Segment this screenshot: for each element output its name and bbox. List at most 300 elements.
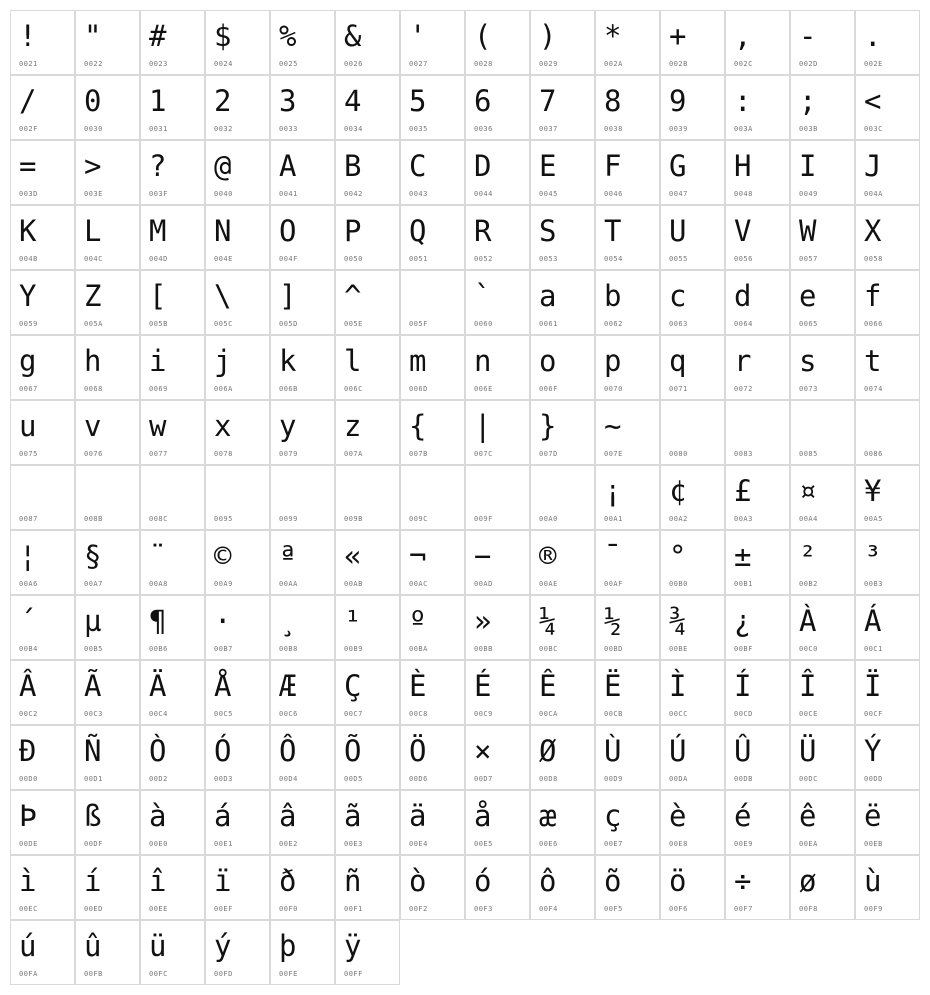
glyph-code: 00A2 [669, 515, 688, 523]
glyph-char: ¶ [149, 604, 167, 638]
glyph-code: 00A6 [19, 580, 38, 588]
glyph-cell [855, 530, 920, 595]
glyph-cell [335, 10, 400, 75]
glyph-code: 005C [214, 320, 233, 328]
glyph-code: 0050 [344, 255, 363, 263]
glyph-cell [335, 660, 400, 725]
glyph-code: 00DD [864, 775, 883, 783]
glyph-cell [140, 270, 205, 335]
glyph-char: / [19, 84, 37, 118]
glyph-cell [660, 400, 725, 465]
glyph-char: ½ [604, 604, 622, 638]
glyph-cell [465, 660, 530, 725]
glyph-code: 0062 [604, 320, 623, 328]
glyph-code: 0087 [19, 515, 38, 523]
glyph-cell [335, 335, 400, 400]
glyph-char: ¹ [344, 604, 362, 638]
glyph-char: Ô [279, 734, 297, 768]
glyph-cell [10, 400, 75, 465]
glyph-code: 0046 [604, 190, 623, 198]
glyph-char: « [344, 539, 362, 573]
glyph-cell [400, 10, 465, 75]
glyph-char: + [669, 19, 687, 53]
glyph-cell [10, 140, 75, 205]
glyph-cell [140, 855, 205, 920]
glyph-char: 4 [344, 84, 362, 118]
glyph-char: Ê [539, 669, 557, 703]
glyph-code: 00B2 [799, 580, 818, 588]
glyph-cell [790, 400, 855, 465]
glyph-code: 0067 [19, 385, 38, 393]
glyph-char: Æ [279, 669, 297, 703]
glyph-char: 9 [669, 84, 687, 118]
glyph-cell [725, 530, 790, 595]
glyph-char: ö [669, 864, 687, 898]
glyph-char: d [734, 279, 752, 313]
glyph-cell [725, 140, 790, 205]
glyph-code: 00F9 [864, 905, 883, 913]
glyph-cell [855, 75, 920, 140]
glyph-char: Ï [864, 669, 882, 703]
glyph-char: % [279, 19, 297, 53]
glyph-char: I [799, 149, 817, 183]
glyph-code: 0070 [604, 385, 623, 393]
glyph-char: i [149, 344, 167, 378]
glyph-cell [660, 595, 725, 660]
glyph-code: 00F5 [604, 905, 623, 913]
glyph-cell [465, 10, 530, 75]
glyph-char: µ [84, 604, 102, 638]
glyph-cell [335, 400, 400, 465]
glyph-code: 0031 [149, 125, 168, 133]
glyph-cell [75, 205, 140, 270]
glyph-code: 00C9 [474, 710, 493, 718]
glyph-cell [855, 660, 920, 725]
glyph-code: 0052 [474, 255, 493, 263]
glyph-code: 00F6 [669, 905, 688, 913]
glyph-code: 0045 [539, 190, 558, 198]
glyph-cell [790, 465, 855, 530]
glyph-code: 00A5 [864, 515, 883, 523]
glyph-cell [270, 270, 335, 335]
glyph-code: 0053 [539, 255, 558, 263]
glyph-cell [140, 595, 205, 660]
glyph-char: } [539, 409, 557, 443]
glyph-code: 0077 [149, 450, 168, 458]
glyph-cell [465, 595, 530, 660]
glyph-cell [790, 140, 855, 205]
glyph-code: 00D3 [214, 775, 233, 783]
glyph-cell [725, 400, 790, 465]
glyph-cell [400, 660, 465, 725]
glyph-code: 00E5 [474, 840, 493, 848]
glyph-char: ´ [19, 604, 37, 638]
glyph-cell [530, 530, 595, 595]
glyph-cell [205, 75, 270, 140]
glyph-cell [270, 465, 335, 530]
glyph-code: 00C5 [214, 710, 233, 718]
glyph-char: & [344, 19, 362, 53]
glyph-cell [205, 465, 270, 530]
glyph-code: 00B7 [214, 645, 233, 653]
glyph-cell [855, 790, 920, 855]
glyph-cell [465, 75, 530, 140]
glyph-char: R [474, 214, 492, 248]
glyph-char: r [734, 344, 752, 378]
glyph-cell [75, 790, 140, 855]
glyph-code: 0038 [604, 125, 623, 133]
glyph-code: 0072 [734, 385, 753, 393]
glyph-cell [335, 205, 400, 270]
glyph-char: U [669, 214, 687, 248]
glyph-code: 0057 [799, 255, 818, 263]
glyph-cell [335, 855, 400, 920]
glyph-code: 00B9 [344, 645, 363, 653]
glyph-cell [530, 75, 595, 140]
glyph-char: M [149, 214, 167, 248]
glyph-code: 00CD [734, 710, 753, 718]
glyph-char: Ä [149, 669, 167, 703]
glyph-code: 0029 [539, 60, 558, 68]
glyph-cell [10, 530, 75, 595]
glyph-cell [75, 920, 140, 985]
glyph-char: - [799, 19, 817, 53]
glyph-char: å [474, 799, 492, 833]
glyph-cell [400, 400, 465, 465]
glyph-cell [465, 335, 530, 400]
glyph-cell [660, 75, 725, 140]
glyph-char: ð [279, 864, 297, 898]
glyph-char: j [214, 344, 232, 378]
glyph-code: 0061 [539, 320, 558, 328]
glyph-char: ` [474, 279, 492, 313]
glyph-char: # [149, 19, 167, 53]
glyph-code: 00B0 [669, 580, 688, 588]
glyph-cell [595, 75, 660, 140]
glyph-code: 0041 [279, 190, 298, 198]
glyph-code: 00EB [864, 840, 883, 848]
glyph-cell [270, 920, 335, 985]
glyph-code: 009C [409, 515, 428, 523]
glyph-char: p [604, 344, 622, 378]
glyph-cell [790, 725, 855, 790]
glyph-char: K [19, 214, 37, 248]
glyph-cell [140, 465, 205, 530]
glyph-char: @ [214, 149, 232, 183]
glyph-cell [205, 790, 270, 855]
glyph-char: m [409, 344, 427, 378]
glyph-char: h [84, 344, 102, 378]
glyph-char: Z [84, 279, 102, 313]
glyph-char: ù [864, 864, 882, 898]
glyph-cell [660, 465, 725, 530]
glyph-code: 00DC [799, 775, 818, 783]
glyph-char: ¦ [19, 539, 37, 573]
glyph-cell [790, 660, 855, 725]
glyph-code: 0071 [669, 385, 688, 393]
glyph-code: 00BF [734, 645, 753, 653]
glyph-char: $ [214, 19, 232, 53]
glyph-char: Û [734, 734, 752, 768]
glyph-cell [530, 205, 595, 270]
glyph-code: 0058 [864, 255, 883, 263]
glyph-code: 0049 [799, 190, 818, 198]
glyph-code: 00FE [279, 970, 298, 978]
glyph-code: 008B [84, 515, 103, 523]
glyph-code: 00D0 [19, 775, 38, 783]
glyph-cell [725, 75, 790, 140]
glyph-char: » [474, 604, 492, 638]
glyph-code: 00E3 [344, 840, 363, 848]
glyph-cell [10, 465, 75, 530]
glyph-cell [75, 75, 140, 140]
glyph-char: P [344, 214, 362, 248]
glyph-cell [660, 335, 725, 400]
glyph-code: 00F7 [734, 905, 753, 913]
glyph-cell [75, 10, 140, 75]
glyph-char: Ø [539, 734, 557, 768]
glyph-code: 0083 [734, 450, 753, 458]
glyph-cell [270, 790, 335, 855]
glyph-code: 0073 [799, 385, 818, 393]
glyph-cell [140, 205, 205, 270]
glyph-char: : [734, 84, 752, 118]
glyph-char: ¬ [409, 539, 427, 573]
glyph-char: ) [539, 19, 557, 53]
glyph-char: ¡ [604, 474, 622, 508]
glyph-cell [465, 855, 530, 920]
glyph-char: Ó [214, 734, 232, 768]
glyph-cell [530, 790, 595, 855]
glyph-char: ç [604, 799, 622, 833]
glyph-char: Ë [604, 669, 622, 703]
glyph-code: 0025 [279, 60, 298, 68]
glyph-cell [270, 140, 335, 205]
glyph-char: 3 [279, 84, 297, 118]
glyph-char: , [734, 19, 752, 53]
glyph-char: Ç [344, 669, 362, 703]
glyph-char: ê [799, 799, 817, 833]
glyph-cell [660, 10, 725, 75]
glyph-code: 009B [344, 515, 363, 523]
glyph-code: 00E6 [539, 840, 558, 848]
glyph-char: z [344, 409, 362, 443]
glyph-cell [660, 530, 725, 595]
glyph-char: S [539, 214, 557, 248]
glyph-char: ? [149, 149, 167, 183]
glyph-cell [335, 75, 400, 140]
glyph-cell [400, 725, 465, 790]
glyph-code: 0069 [149, 385, 168, 393]
glyph-cell [790, 855, 855, 920]
glyph-code: 00CE [799, 710, 818, 718]
glyph-cell [465, 530, 530, 595]
glyph-char: ú [19, 929, 37, 963]
glyph-char: 6 [474, 84, 492, 118]
glyph-code: 00AF [604, 580, 623, 588]
glyph-cell [205, 335, 270, 400]
glyph-char: ( [474, 19, 492, 53]
glyph-cell [465, 725, 530, 790]
glyph-char: ³ [864, 539, 882, 573]
glyph-cell [790, 270, 855, 335]
glyph-code: 00ED [84, 905, 103, 913]
glyph-code: 00BC [539, 645, 558, 653]
glyph-char: − [474, 539, 492, 573]
glyph-code: 0039 [669, 125, 688, 133]
glyph-char: a [539, 279, 557, 313]
glyph-cell [725, 725, 790, 790]
glyph-cell [10, 790, 75, 855]
glyph-char: u [19, 409, 37, 443]
glyph-cell [270, 595, 335, 660]
glyph-cell [400, 595, 465, 660]
glyph-char: q [669, 344, 687, 378]
glyph-code: 00D8 [539, 775, 558, 783]
glyph-cell [660, 205, 725, 270]
glyph-char: Õ [344, 734, 362, 768]
glyph-char: b [604, 279, 622, 313]
glyph-char: Y [19, 279, 37, 313]
glyph-cell [270, 10, 335, 75]
glyph-code: 003B [799, 125, 818, 133]
glyph-cell [270, 530, 335, 595]
glyph-char: À [799, 604, 817, 638]
glyph-char: Ì [669, 669, 687, 703]
glyph-code: 00DF [84, 840, 103, 848]
glyph-code: 00E1 [214, 840, 233, 848]
glyph-char: F [604, 149, 622, 183]
glyph-cell [660, 790, 725, 855]
glyph-code: 00C7 [344, 710, 363, 718]
glyph-char: > [84, 149, 102, 183]
glyph-cell [725, 10, 790, 75]
glyph-char: H [734, 149, 752, 183]
glyph-char: ó [474, 864, 492, 898]
glyph-code: 007C [474, 450, 493, 458]
glyph-cell [790, 595, 855, 660]
glyph-code: 005A [84, 320, 103, 328]
glyph-code: 00AC [409, 580, 428, 588]
glyph-char: X [864, 214, 882, 248]
glyph-code: 00F8 [799, 905, 818, 913]
glyph-code: 00D1 [84, 775, 103, 783]
glyph-code: 00DA [669, 775, 688, 783]
glyph-char: W [799, 214, 817, 248]
glyph-code: 006A [214, 385, 233, 393]
glyph-code: 00D5 [344, 775, 363, 783]
glyph-code: 005B [149, 320, 168, 328]
glyph-char: ~ [604, 409, 622, 443]
glyph-code: 00E0 [149, 840, 168, 848]
glyph-code: 0048 [734, 190, 753, 198]
glyph-cell [465, 205, 530, 270]
glyph-code: 00A3 [734, 515, 753, 523]
glyph-cell [660, 140, 725, 205]
glyph-cell [400, 270, 465, 335]
glyph-cell [465, 790, 530, 855]
glyph-cell [335, 140, 400, 205]
glyph-char: § [84, 539, 102, 573]
glyph-code: 00D2 [149, 775, 168, 783]
glyph-code: 0040 [214, 190, 233, 198]
glyph-char: ¢ [669, 474, 687, 508]
glyph-cell [205, 10, 270, 75]
glyph-code: 0035 [409, 125, 428, 133]
glyph-code: 0095 [214, 515, 233, 523]
glyph-cell [855, 270, 920, 335]
glyph-char: © [214, 539, 232, 573]
glyph-char: E [539, 149, 557, 183]
glyph-char: í [84, 864, 102, 898]
glyph-code: 00E4 [409, 840, 428, 848]
glyph-cell [205, 725, 270, 790]
glyph-code: 00C8 [409, 710, 428, 718]
glyph-char: à [149, 799, 167, 833]
glyph-cell [660, 855, 725, 920]
glyph-char: ® [539, 539, 557, 573]
glyph-char: G [669, 149, 687, 183]
glyph-code: 00C6 [279, 710, 298, 718]
glyph-char: n [474, 344, 492, 378]
glyph-code: 00FC [149, 970, 168, 978]
glyph-cell [400, 465, 465, 530]
glyph-code: 00FB [84, 970, 103, 978]
glyph-cell [465, 270, 530, 335]
glyph-code: 004F [279, 255, 298, 263]
glyph-code: 00AE [539, 580, 558, 588]
glyph-cell [270, 205, 335, 270]
glyph-code: 0066 [864, 320, 883, 328]
glyph-char: [ [149, 279, 167, 313]
glyph-cell [530, 140, 595, 205]
glyph-char: Í [734, 669, 752, 703]
glyph-code: 00CC [669, 710, 688, 718]
glyph-cell [855, 595, 920, 660]
glyph-code: 0099 [279, 515, 298, 523]
glyph-cell [205, 530, 270, 595]
glyph-char: ÷ [734, 864, 752, 898]
glyph-cell [75, 855, 140, 920]
glyph-char: Ý [864, 734, 882, 768]
glyph-code: 0076 [84, 450, 103, 458]
glyph-char: ô [539, 864, 557, 898]
glyph-code: 00EA [799, 840, 818, 848]
glyph-char: ÿ [344, 929, 362, 963]
glyph-char: ° [669, 539, 687, 573]
glyph-code: 006B [279, 385, 298, 393]
glyph-cell [400, 530, 465, 595]
glyph-cell [400, 205, 465, 270]
glyph-cell [335, 790, 400, 855]
glyph-char: A [279, 149, 297, 183]
glyph-code: 006E [474, 385, 493, 393]
glyph-cell [660, 270, 725, 335]
glyph-cell [725, 335, 790, 400]
glyph-code: 00E7 [604, 840, 623, 848]
glyph-cell [855, 10, 920, 75]
glyph-cell [270, 660, 335, 725]
glyph-cell [595, 790, 660, 855]
glyph-code: 0044 [474, 190, 493, 198]
glyph-cell [75, 335, 140, 400]
glyph-char: ë [864, 799, 882, 833]
glyph-cell [335, 595, 400, 660]
glyph-cell [595, 10, 660, 75]
glyph-cell [140, 725, 205, 790]
glyph-char: * [604, 19, 622, 53]
glyph-char: s [799, 344, 817, 378]
